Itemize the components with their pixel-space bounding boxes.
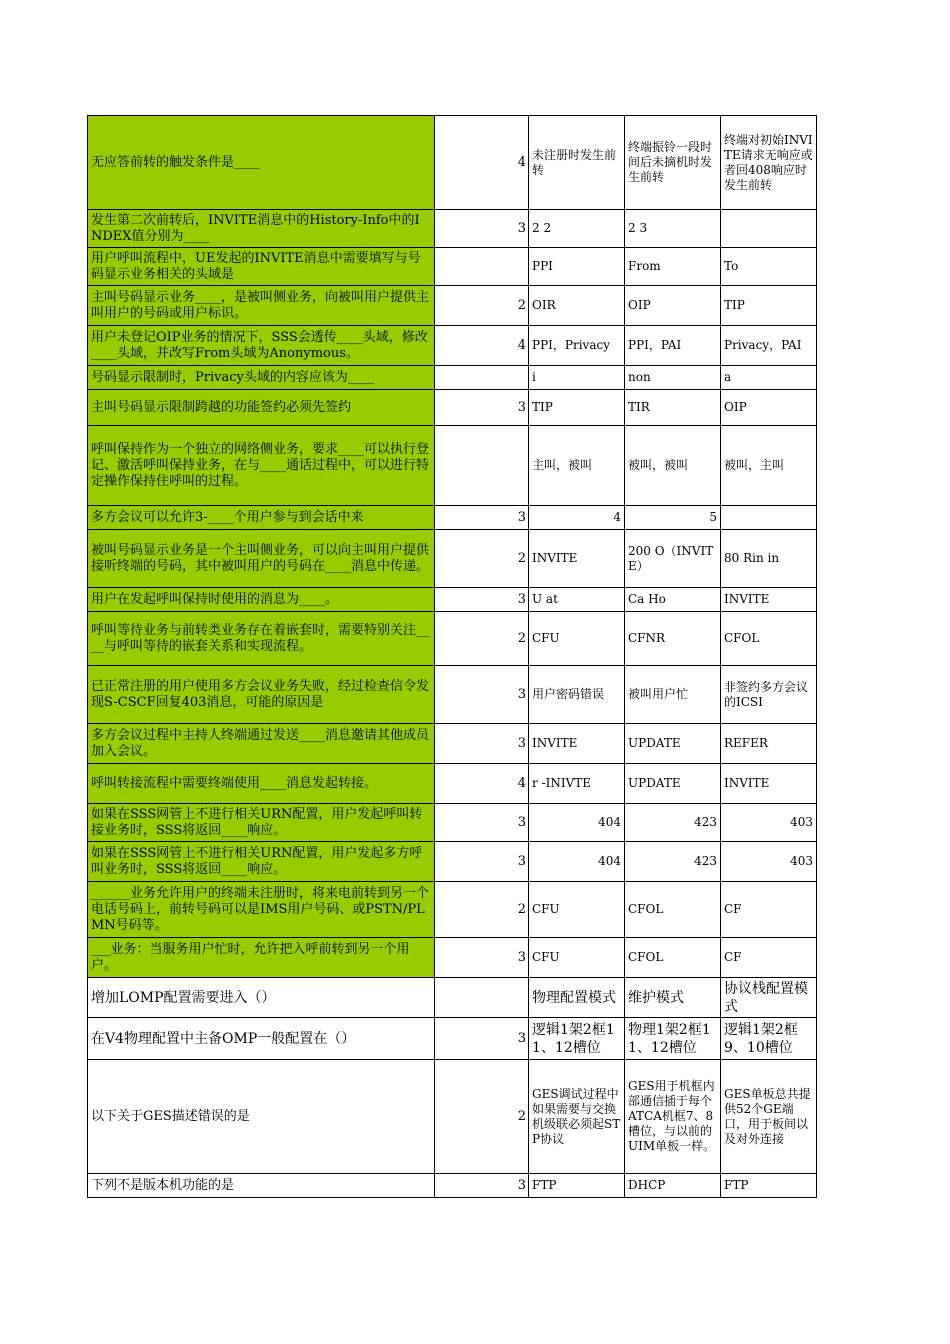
option-c-cell (721, 210, 817, 248)
question-cell: 用户呼叫流程中，UE发起的INVITE消息中需要填写与号码显示业务相关的头域是 (88, 248, 435, 286)
option-a-cell: 未注册时发生前转 (529, 116, 625, 210)
option-b-cell: PPI，PAI (625, 326, 721, 366)
option-c-cell: OIP (721, 390, 817, 426)
table-row (88, 506, 817, 530)
table-row (88, 588, 817, 612)
question-cell: 多方会议过程中主持人终端通过发送____消息邀请其他成员加入会议。 (88, 724, 435, 764)
option-a-cell: 404 (529, 804, 625, 842)
answer-cell (435, 366, 529, 390)
table-row (88, 210, 817, 248)
answer-cell: 3 (435, 666, 529, 724)
question-cell: 用户未登记OIP业务的情况下，SSS会透传____头域，修改____头域，并改写From头域为Anonymous。 (88, 326, 435, 366)
question-cell: 呼叫转接流程中需要终端使用____消息发起转接。 (88, 764, 435, 804)
answer-cell: 2 (435, 882, 529, 938)
table-row (88, 390, 817, 426)
option-c-cell (721, 506, 817, 530)
question-cell: 被叫号码显示业务是一个主叫侧业务，可以向主叫用户提供接听终端的号码，其中被叫用户的号码在____消息中传递。 (88, 530, 435, 588)
option-b-cell: 物理1架2框11、12槽位 (625, 1018, 721, 1060)
table-row (88, 1174, 817, 1198)
option-a-cell: INVITE (529, 724, 625, 764)
option-b-cell: GES用于机框内部通信插于每个ATCA机框7、8槽位，与以前的UIM单板一样。 (625, 1060, 721, 1174)
answer-cell: 3 (435, 390, 529, 426)
answer-cell (435, 978, 529, 1018)
option-c-cell: a (721, 366, 817, 390)
option-b-cell: 423 (625, 804, 721, 842)
option-a-cell: 4 (529, 506, 625, 530)
option-a-cell: 逻辑1架2框11、12槽位 (529, 1018, 625, 1060)
table-row (88, 326, 817, 366)
table-row (88, 978, 817, 1018)
option-a-cell: TIP (529, 390, 625, 426)
option-a-cell: OIR (529, 286, 625, 326)
answer-cell: 3 (435, 842, 529, 882)
option-a-cell: FTP (529, 1174, 625, 1198)
option-a-cell: 物理配置模式 (529, 978, 625, 1018)
option-c-cell: INVITE (721, 764, 817, 804)
table-row (88, 724, 817, 764)
option-c-cell: To (721, 248, 817, 286)
option-b-cell: 200 O（INVITE） (625, 530, 721, 588)
table-row (88, 116, 817, 210)
option-a-cell: INVITE (529, 530, 625, 588)
question-cell: 无应答前转的触发条件是____ (88, 116, 435, 210)
option-b-cell: CFOL (625, 938, 721, 978)
answer-cell: 3 (435, 588, 529, 612)
option-c-cell: 403 (721, 804, 817, 842)
option-b-cell: TIR (625, 390, 721, 426)
answer-cell (435, 248, 529, 286)
option-b-cell: CFOL (625, 882, 721, 938)
answer-cell: 3 (435, 938, 529, 978)
table-row (88, 286, 817, 326)
answer-cell: 3 (435, 210, 529, 248)
question-cell: 如果在SSS网管上不进行相关URN配置，用户发起呼叫转接业务时，SSS将返回____响应。 (88, 804, 435, 842)
option-b-cell: CFNR (625, 612, 721, 666)
option-c-cell: 终端对初始INVITE请求无响应或者回408响应时发生前转 (721, 116, 817, 210)
option-c-cell: FTP (721, 1174, 817, 1198)
option-b-cell: UPDATE (625, 764, 721, 804)
option-c-cell: 非签约多方会议的ICSI (721, 666, 817, 724)
question-cell: 发生第二次前转后，INVITE消息中的History-Info中的INDEX值分别为____ (88, 210, 435, 248)
answer-cell: 3 (435, 1018, 529, 1060)
answer-cell: 2 (435, 530, 529, 588)
question-cell: 主叫号码显示业务____，是被叫侧业务，向被叫用户提供主叫用户的号码或用户标识。 (88, 286, 435, 326)
option-b-cell: Ca Ho (625, 588, 721, 612)
option-a-cell: GES调试过程中如果需要与交换机级联必须起STP协议 (529, 1060, 625, 1174)
question-cell: 呼叫保持作为一个独立的网络侧业务，要求____可以执行登记、激活呼叫保持业务，在与____通话过程中，可以进行特定操作保持住呼叫的过程。 (88, 426, 435, 506)
option-c-cell: Privacy，PAI (721, 326, 817, 366)
answer-cell (435, 426, 529, 506)
quiz-table (87, 115, 817, 1198)
table-row (88, 764, 817, 804)
option-c-cell: GES单板总共提供52个GE端口，用于板间以及对外连接 (721, 1060, 817, 1174)
table-row (88, 530, 817, 588)
option-b-cell: non (625, 366, 721, 390)
answer-cell: 2 (435, 1060, 529, 1174)
option-a-cell: 404 (529, 842, 625, 882)
answer-cell: 4 (435, 764, 529, 804)
answer-cell: 3 (435, 724, 529, 764)
answer-cell: 4 (435, 326, 529, 366)
question-cell: ___业务：当服务用户忙时，允许把入呼前转到另一个用户。 (88, 938, 435, 978)
answer-cell: 4 (435, 116, 529, 210)
option-c-cell: INVITE (721, 588, 817, 612)
table-row (88, 612, 817, 666)
table-row (88, 1060, 817, 1174)
option-a-cell: 用户密码错误 (529, 666, 625, 724)
option-c-cell: CF (721, 882, 817, 938)
option-a-cell: r -INIVTE (529, 764, 625, 804)
option-c-cell: 403 (721, 842, 817, 882)
option-a-cell: CFU (529, 882, 625, 938)
question-cell: 用户在发起呼叫保持时使用的消息为____。 (88, 588, 435, 612)
option-b-cell: 被叫用户忙 (625, 666, 721, 724)
question-cell: 下列不是版本机功能的是 (88, 1174, 435, 1198)
option-c-cell: 协议栈配置模式 (721, 978, 817, 1018)
option-c-cell: REFER (721, 724, 817, 764)
option-b-cell: UPDATE (625, 724, 721, 764)
question-cell: 已正常注册的用户使用多方会议业务失败，经过检查信令发现S-CSCF回复403消息，可能的原因是 (88, 666, 435, 724)
option-c-cell: 逻辑1架2框9、10槽位 (721, 1018, 817, 1060)
answer-cell: 3 (435, 804, 529, 842)
question-table (87, 115, 817, 1198)
option-c-cell: CFOL (721, 612, 817, 666)
option-a-cell: 2 2 (529, 210, 625, 248)
option-a-cell: CFU (529, 938, 625, 978)
option-c-cell: TIP (721, 286, 817, 326)
question-cell: 主叫号码显示限制跨越的功能签约必须先签约 (88, 390, 435, 426)
option-b-cell: DHCP (625, 1174, 721, 1198)
option-a-cell: PPI (529, 248, 625, 286)
option-b-cell: 被叫，被叫 (625, 426, 721, 506)
question-cell: 以下关于GES描述错误的是 (88, 1060, 435, 1174)
table-row (88, 426, 817, 506)
table-row (88, 666, 817, 724)
option-b-cell: OIP (625, 286, 721, 326)
table-row (88, 938, 817, 978)
table-row (88, 1018, 817, 1060)
option-b-cell: 维护模式 (625, 978, 721, 1018)
answer-cell: 3 (435, 1174, 529, 1198)
table-row (88, 882, 817, 938)
answer-cell: 2 (435, 612, 529, 666)
answer-cell: 2 (435, 286, 529, 326)
option-a-cell: PPI，Privacy (529, 326, 625, 366)
question-cell: 如果在SSS网管上不进行相关URN配置，用户发起多方呼叫业务时，SSS将返回____响应。 (88, 842, 435, 882)
option-b-cell: From (625, 248, 721, 286)
option-a-cell: CFU (529, 612, 625, 666)
option-b-cell: 423 (625, 842, 721, 882)
question-cell: ______业务允许用户的终端未注册时，将来电前转到另一个电话号码上，前转号码可以是IMS用户号码、或PSTN/PLMN号码等。 (88, 882, 435, 938)
option-b-cell: 终端振铃一段时间后未摘机时发生前转 (625, 116, 721, 210)
question-cell: 增加LOMP配置需要进入（） (88, 978, 435, 1018)
table-row (88, 248, 817, 286)
option-c-cell: CF (721, 938, 817, 978)
table-row (88, 804, 817, 842)
option-b-cell: 2 3 (625, 210, 721, 248)
option-a-cell: U at (529, 588, 625, 612)
option-a-cell: i (529, 366, 625, 390)
table-row (88, 842, 817, 882)
question-cell: 呼叫等待业务与前转类业务存在着嵌套时，需要特别关注____与呼叫等待的嵌套关系和实现流程。 (88, 612, 435, 666)
question-cell: 多方会议可以允许3-____个用户参与到会话中来 (88, 506, 435, 530)
option-b-cell: 5 (625, 506, 721, 530)
option-c-cell: 80 Rin in (721, 530, 817, 588)
option-c-cell: 被叫，主叫 (721, 426, 817, 506)
question-cell: 在V4物理配置中主备OMP一般配置在（） (88, 1018, 435, 1060)
table-row (88, 366, 817, 390)
option-a-cell: 主叫，被叫 (529, 426, 625, 506)
answer-cell: 3 (435, 506, 529, 530)
question-cell: 号码显示限制时，Privacy头域的内容应该为____ (88, 366, 435, 390)
